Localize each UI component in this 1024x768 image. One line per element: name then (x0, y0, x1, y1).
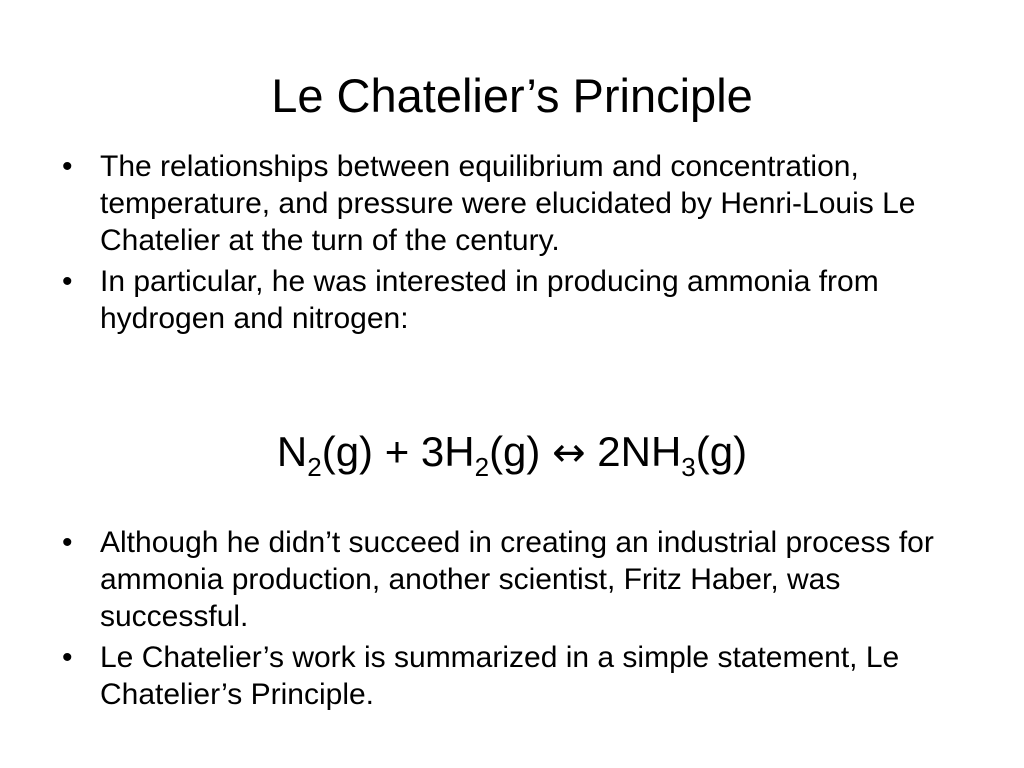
bullet-item (60, 639, 970, 713)
bullet-dot: • (62, 526, 73, 559)
equation-subscript: 2 (307, 452, 322, 482)
equation-reactant-nitrogen: N (276, 428, 308, 475)
chemical-equation (0, 424, 1024, 481)
equation-text: (g) (489, 428, 541, 475)
bullet-dot: • (62, 641, 73, 674)
bullet-item (60, 524, 970, 635)
bullet-dot: • (62, 265, 73, 298)
bullet-text: Although he didn’t succeed in creating an industrial process for ammonia production, another scientist, Fritz Haber, was successful. (100, 526, 934, 633)
bullet-item (60, 148, 970, 259)
bullet-list-bottom (60, 524, 970, 717)
bullet-list-top (60, 148, 970, 341)
equation-product-ammonia: 2NH (597, 428, 682, 475)
equation-subscript: 3 (681, 452, 696, 482)
slide-title: Le Chatelier’s Principle (271, 69, 753, 122)
bullet-text: The relationships between equilibrium and concentration, temperature, and pressure were elucidated by Henri-Louis Le Chatelier at the turn of the century. (100, 150, 916, 257)
bullet-text: In particular, he was interested in producing ammonia from hydrogen and nitrogen: (100, 265, 879, 335)
bullet-text: Le Chatelier’s work is summarized in a simple statement, Le Chatelier’s Principle. (100, 641, 900, 711)
equation-text: (g) (695, 428, 748, 475)
equilibrium-arrow-icon: ↔ (552, 430, 586, 476)
equation-text: (g) + 3H (321, 428, 475, 475)
bullet-dot: • (62, 150, 73, 183)
bullet-item (60, 263, 970, 337)
equation-subscript: 2 (474, 452, 490, 482)
